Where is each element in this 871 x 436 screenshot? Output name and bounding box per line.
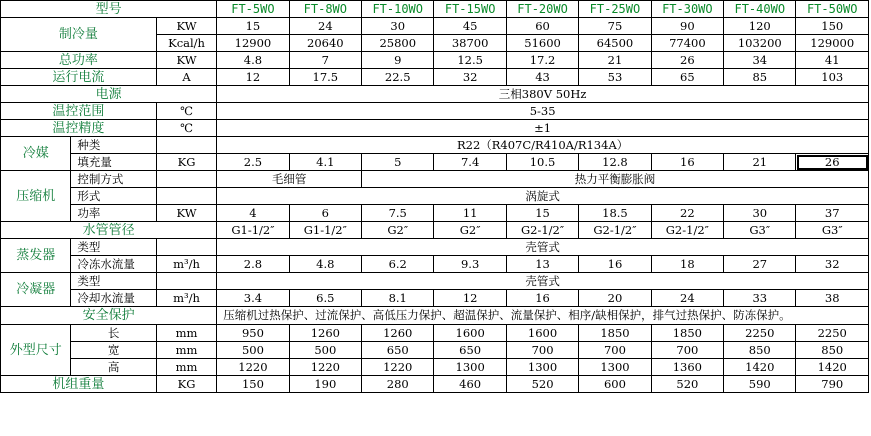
label-cooling: 制冷量 <box>1 18 157 52</box>
row-compressor-power <box>1 205 869 222</box>
value-cell: 1420 <box>724 359 796 376</box>
value-cell: 38700 <box>434 35 506 52</box>
value-cell: G3″ <box>724 222 796 239</box>
row-refrigerant-type <box>1 137 869 154</box>
value-cell: 2250 <box>724 325 796 342</box>
value-cell: 4.8 <box>217 52 289 69</box>
value-cell: 43 <box>506 69 578 86</box>
value-cell: G2-1/2″ <box>651 222 723 239</box>
value-cell: 9 <box>362 52 434 69</box>
value-cell: 120 <box>724 18 796 35</box>
value-cell: 1300 <box>506 359 578 376</box>
merged-value-cell: 毛细管 <box>217 171 362 188</box>
value-cell: 18.5 <box>579 205 651 222</box>
value-cell: 12 <box>217 69 289 86</box>
row-model <box>1 1 869 18</box>
row-temp-precision <box>1 120 869 137</box>
value-cell: 34 <box>724 52 796 69</box>
value-cell: 700 <box>506 342 578 359</box>
sublabel-form: 形式 <box>71 188 156 205</box>
value-cell: 4 <box>217 205 289 222</box>
value-cell: 7.5 <box>362 205 434 222</box>
value-cell: 45 <box>434 18 506 35</box>
unit-cell <box>156 171 216 188</box>
value-cell: 700 <box>579 342 651 359</box>
value-cell: G2-1/2″ <box>579 222 651 239</box>
value-cell: 32 <box>434 69 506 86</box>
value-cell: 22 <box>651 205 723 222</box>
value-cell: 600 <box>579 376 651 393</box>
selected-cell[interactable]: 26 <box>796 154 869 171</box>
value-cell: 20 <box>579 290 651 307</box>
sublabel-power: 功率 <box>71 205 156 222</box>
value-cell: 2.8 <box>217 256 289 273</box>
unit-cell: Kcal/h <box>156 35 216 52</box>
row-refrigerant-charge <box>1 154 869 171</box>
value-cell: 15 <box>506 205 578 222</box>
unit-cell: mm <box>156 359 216 376</box>
value-cell: 17.5 <box>289 69 361 86</box>
value-cell: 1850 <box>579 325 651 342</box>
label-total-power: 总功率 <box>1 52 157 69</box>
value-cell: 20640 <box>289 35 361 52</box>
value-cell: G3″ <box>796 222 869 239</box>
value-cell: 1260 <box>289 325 361 342</box>
value-cell: 103200 <box>724 35 796 52</box>
unit-cell: mm <box>156 325 216 342</box>
label-temp-precision: 温控精度 <box>1 120 157 137</box>
row-chilled-flow <box>1 256 869 273</box>
value-cell: 12 <box>434 290 506 307</box>
sublabel-control-mode: 控制方式 <box>71 171 156 188</box>
row-pipe-diameter <box>1 222 869 239</box>
value-cell: 12.8 <box>579 154 651 171</box>
value-cell: 103 <box>796 69 869 86</box>
unit-cell: KW <box>156 18 216 35</box>
value-cell: 6 <box>289 205 361 222</box>
value-cell: 60 <box>506 18 578 35</box>
row-length <box>1 325 869 342</box>
model-cell: FT-5WO <box>217 1 289 18</box>
value-cell: 38 <box>796 290 869 307</box>
value-cell: 650 <box>434 342 506 359</box>
value-cell: 16 <box>651 154 723 171</box>
value-cell: 2250 <box>796 325 869 342</box>
value-cell: 9.3 <box>434 256 506 273</box>
value-cell: 1360 <box>651 359 723 376</box>
sublabel-cooling-flow: 冷却水流量 <box>71 290 156 307</box>
value-cell: 3.4 <box>217 290 289 307</box>
value-cell: 1850 <box>651 325 723 342</box>
unit-cell: ℃ <box>156 120 216 137</box>
label-model: 型号 <box>1 1 217 18</box>
value-cell: 1600 <box>434 325 506 342</box>
value-cell: 12.5 <box>434 52 506 69</box>
unit-cell: A <box>156 69 216 86</box>
value-cell: 590 <box>724 376 796 393</box>
value-cell: 150 <box>217 376 289 393</box>
label-condenser: 冷凝器 <box>1 273 71 307</box>
value-cell: 6.5 <box>289 290 361 307</box>
value-cell: 77400 <box>651 35 723 52</box>
value-cell: 25800 <box>362 35 434 52</box>
value-cell: 13 <box>506 256 578 273</box>
safety-text: 压缩机过热保护、过流保护、高低压力保护、超温保护、流量保护、相序/缺相保护，排气过热保护、防冻保护。 <box>217 307 869 325</box>
model-cell: FT-50WO <box>796 1 869 18</box>
row-weight <box>1 376 869 393</box>
unit-cell: KW <box>156 205 216 222</box>
value-cell: 33 <box>724 290 796 307</box>
sublabel-cond-type: 类型 <box>71 273 156 290</box>
value-cell: 150 <box>796 18 869 35</box>
value-cell: 21 <box>724 154 796 171</box>
unit-cell: KW <box>156 52 216 69</box>
unit-cell: KG <box>156 376 216 393</box>
value-cell: 22.5 <box>362 69 434 86</box>
sublabel-type: 种类 <box>71 137 156 154</box>
value-cell: 64500 <box>579 35 651 52</box>
value-cell: 1600 <box>506 325 578 342</box>
value-cell: 30 <box>362 18 434 35</box>
label-refrigerant: 冷媒 <box>1 137 71 171</box>
value-cell: 4.1 <box>289 154 361 171</box>
value-cell: 7.4 <box>434 154 506 171</box>
unit-cell: m³/h <box>156 256 216 273</box>
unit-cell <box>156 137 216 154</box>
value-cell: 53 <box>579 69 651 86</box>
value-cell: 1260 <box>362 325 434 342</box>
label-compressor: 压缩机 <box>1 171 71 222</box>
merged-value-cell: 三相380V 50Hz <box>217 86 869 103</box>
value-cell: 51600 <box>506 35 578 52</box>
value-cell: 37 <box>796 205 869 222</box>
model-cell: FT-15WO <box>434 1 506 18</box>
value-cell: 12900 <box>217 35 289 52</box>
row-temp-range <box>1 103 869 120</box>
value-cell: 65 <box>651 69 723 86</box>
value-cell: 17.2 <box>506 52 578 69</box>
value-cell: 15 <box>217 18 289 35</box>
label-pipe-diameter: 水管管径 <box>1 222 217 239</box>
value-cell: 650 <box>362 342 434 359</box>
label-temp-range: 温控范围 <box>1 103 157 120</box>
row-condenser-type <box>1 273 869 290</box>
label-power-supply: 电源 <box>1 86 217 103</box>
model-cell: FT-20WO <box>506 1 578 18</box>
value-cell: 520 <box>506 376 578 393</box>
value-cell: 850 <box>724 342 796 359</box>
merged-value-cell: 5-35 <box>217 103 869 120</box>
value-cell: 30 <box>724 205 796 222</box>
value-cell: 16 <box>579 256 651 273</box>
merged-value-cell: 涡旋式 <box>217 188 869 205</box>
value-cell: 26 <box>651 52 723 69</box>
value-cell: 5 <box>362 154 434 171</box>
value-cell: 850 <box>796 342 869 359</box>
label-running-current: 运行电流 <box>1 69 157 86</box>
sublabel-height: 高 <box>71 359 156 376</box>
value-cell: 16 <box>506 290 578 307</box>
value-cell: 1420 <box>796 359 869 376</box>
value-cell: 32 <box>796 256 869 273</box>
value-cell: 1220 <box>289 359 361 376</box>
value-cell: 7 <box>289 52 361 69</box>
label-weight: 机组重量 <box>1 376 157 393</box>
merged-value-cell: R22（R407C/R410A/R134A） <box>217 137 869 154</box>
value-cell: 11 <box>434 205 506 222</box>
value-cell: 24 <box>289 18 361 35</box>
unit-cell: m³/h <box>156 290 216 307</box>
value-cell: 950 <box>217 325 289 342</box>
value-cell: 700 <box>651 342 723 359</box>
sublabel-length: 长 <box>71 325 156 342</box>
value-cell: 129000 <box>796 35 869 52</box>
row-cooling-flow <box>1 290 869 307</box>
value-cell: 21 <box>579 52 651 69</box>
model-cell: FT-25WO <box>579 1 651 18</box>
value-cell: 500 <box>217 342 289 359</box>
value-cell: 1220 <box>362 359 434 376</box>
row-compressor-control <box>1 171 869 188</box>
label-evaporator: 蒸发器 <box>1 239 71 273</box>
value-cell: 6.2 <box>362 256 434 273</box>
unit-cell <box>156 273 216 290</box>
sublabel-chilled-flow: 冷冻水流量 <box>71 256 156 273</box>
row-power-supply <box>1 86 869 103</box>
value-cell: 10.5 <box>506 154 578 171</box>
merged-value-cell: ±1 <box>217 120 869 137</box>
value-cell: 190 <box>289 376 361 393</box>
row-safety <box>1 307 869 325</box>
value-cell: G1-1/2″ <box>217 222 289 239</box>
value-cell: 2.5 <box>217 154 289 171</box>
model-cell: FT-8WO <box>289 1 361 18</box>
value-cell: 1300 <box>579 359 651 376</box>
value-cell: 280 <box>362 376 434 393</box>
value-cell: G2-1/2″ <box>506 222 578 239</box>
value-cell: G1-1/2″ <box>289 222 361 239</box>
unit-cell: mm <box>156 342 216 359</box>
value-cell: G2″ <box>362 222 434 239</box>
merged-value-cell: 热力平衡膨胀阀 <box>362 171 869 188</box>
value-cell: 27 <box>724 256 796 273</box>
unit-cell: KG <box>156 154 216 171</box>
value-cell: 4.8 <box>289 256 361 273</box>
sublabel-charge: 填充量 <box>71 154 156 171</box>
sublabel-evap-type: 类型 <box>71 239 156 256</box>
unit-cell: ℃ <box>156 103 216 120</box>
label-safety: 安全保护 <box>1 307 217 325</box>
value-cell: 18 <box>651 256 723 273</box>
row-height <box>1 359 869 376</box>
value-cell: 1300 <box>434 359 506 376</box>
row-compressor-form <box>1 188 869 205</box>
row-cooling-kw <box>1 18 869 35</box>
merged-value-cell: 壳管式 <box>217 273 869 290</box>
value-cell: 460 <box>434 376 506 393</box>
unit-cell <box>156 239 216 256</box>
sublabel-width: 宽 <box>71 342 156 359</box>
value-cell: 75 <box>579 18 651 35</box>
value-cell: 41 <box>796 52 869 69</box>
value-cell: 24 <box>651 290 723 307</box>
row-total-power <box>1 52 869 69</box>
value-cell: 1220 <box>217 359 289 376</box>
value-cell: G2″ <box>434 222 506 239</box>
value-cell: 90 <box>651 18 723 35</box>
row-width <box>1 342 869 359</box>
row-running-current <box>1 69 869 86</box>
value-cell: 8.1 <box>362 290 434 307</box>
value-cell: 520 <box>651 376 723 393</box>
merged-value-cell: 壳管式 <box>217 239 869 256</box>
value-cell: 500 <box>289 342 361 359</box>
value-cell: 85 <box>724 69 796 86</box>
row-evaporator-type <box>1 239 869 256</box>
model-cell: FT-40WO <box>724 1 796 18</box>
model-cell: FT-30WO <box>651 1 723 18</box>
label-dimensions: 外型尺寸 <box>1 325 71 376</box>
unit-cell <box>156 188 216 205</box>
model-cell: FT-10WO <box>362 1 434 18</box>
value-cell: 790 <box>796 376 869 393</box>
